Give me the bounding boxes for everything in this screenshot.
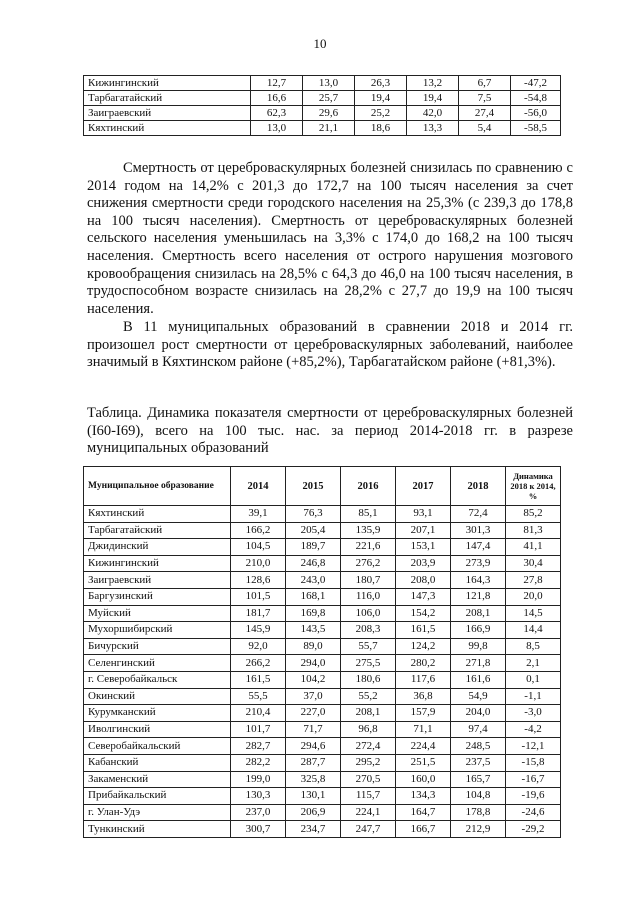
main-table-row bbox=[84, 655, 561, 672]
main-table-cell-value: 207,1 bbox=[396, 522, 451, 539]
main-table-row bbox=[84, 804, 561, 821]
main-table-cell-name: Баргузинский bbox=[84, 588, 231, 605]
main-table-cell-name: Муйский bbox=[84, 605, 231, 622]
main-table-cell-value: 271,8 bbox=[451, 655, 506, 672]
top-table-cell-value: 13,0 bbox=[303, 76, 355, 91]
top-table-cell-value: 13,2 bbox=[407, 76, 459, 91]
paragraph-1 bbox=[87, 160, 573, 318]
main-table-cell-value: 147,3 bbox=[396, 588, 451, 605]
top-table-cell-value: 5,4 bbox=[459, 121, 511, 136]
main-table-cell-value: 224,4 bbox=[396, 738, 451, 755]
main-table-cell-value: 104,8 bbox=[451, 788, 506, 805]
main-table-cell-value: 295,2 bbox=[341, 754, 396, 771]
main-table-cell-value: 208,3 bbox=[341, 622, 396, 639]
header-2015: 2015 bbox=[286, 467, 341, 506]
main-table-cell-value: 104,5 bbox=[231, 539, 286, 556]
main-table-cell-value: 8,5 bbox=[506, 638, 561, 655]
main-table-cell-value: 157,9 bbox=[396, 705, 451, 722]
main-table-cell-value: 117,6 bbox=[396, 671, 451, 688]
main-table-cell-value: 165,7 bbox=[451, 771, 506, 788]
main-table-row bbox=[84, 622, 561, 639]
top-table-cell-name: Кижингинский bbox=[84, 76, 251, 91]
main-table-cell-value: 85,2 bbox=[506, 506, 561, 523]
main-table-cell-value: 0,1 bbox=[506, 671, 561, 688]
main-table-cell-value: 147,4 bbox=[451, 539, 506, 556]
main-table-body bbox=[84, 506, 561, 838]
main-table-cell-value: 251,5 bbox=[396, 754, 451, 771]
top-table-cell-value: 12,7 bbox=[251, 76, 303, 91]
top-table-row bbox=[84, 121, 561, 136]
main-table-row bbox=[84, 555, 561, 572]
top-table-cell-value: 19,4 bbox=[355, 91, 407, 106]
top-table-cell-value: 21,1 bbox=[303, 121, 355, 136]
main-table-cell-value: 169,8 bbox=[286, 605, 341, 622]
header-dynamics: Динамика 2018 к 2014, % bbox=[506, 467, 561, 506]
main-table-cell-value: 124,2 bbox=[396, 638, 451, 655]
paragraph-2 bbox=[87, 319, 573, 372]
main-table-row bbox=[84, 539, 561, 556]
main-table bbox=[83, 466, 561, 838]
main-table-cell-name: Прибайкальский bbox=[84, 788, 231, 805]
main-table-cell-value: 134,3 bbox=[396, 788, 451, 805]
main-table-cell-value: 85,1 bbox=[341, 506, 396, 523]
main-table-cell-value: 234,7 bbox=[286, 821, 341, 838]
top-table-cell-value: -54,8 bbox=[511, 91, 561, 106]
main-table-cell-value: 115,7 bbox=[341, 788, 396, 805]
main-table-cell-value: 325,8 bbox=[286, 771, 341, 788]
main-table-cell-value: 145,9 bbox=[231, 622, 286, 639]
main-table-cell-value: 41,1 bbox=[506, 539, 561, 556]
main-table-cell-value: 72,4 bbox=[451, 506, 506, 523]
top-table-cell-value: -56,0 bbox=[511, 106, 561, 121]
main-table-cell-name: Заиграевский bbox=[84, 572, 231, 589]
main-table-cell-name: г. Улан-Удэ bbox=[84, 804, 231, 821]
main-table-cell-name: Бичурский bbox=[84, 638, 231, 655]
main-table-cell-value: 205,4 bbox=[286, 522, 341, 539]
main-table-row bbox=[84, 754, 561, 771]
top-table-cell-name: Тарбагатайский bbox=[84, 91, 251, 106]
top-table-cell-value: 25,2 bbox=[355, 106, 407, 121]
main-table-cell-value: -19,6 bbox=[506, 788, 561, 805]
top-table-body bbox=[84, 76, 561, 136]
main-table-cell-value: -16,7 bbox=[506, 771, 561, 788]
header-municipality: Муниципальное образование bbox=[84, 467, 231, 506]
main-table-cell-value: 121,8 bbox=[451, 588, 506, 605]
top-table-cell-value: 7,5 bbox=[459, 91, 511, 106]
main-table-cell-value: 168,1 bbox=[286, 588, 341, 605]
main-table-cell-value: 204,0 bbox=[451, 705, 506, 722]
main-table-cell-value: 93,1 bbox=[396, 506, 451, 523]
main-table-cell-value: 30,4 bbox=[506, 555, 561, 572]
main-table-cell-value: 270,5 bbox=[341, 771, 396, 788]
main-table-cell-value: 143,5 bbox=[286, 622, 341, 639]
main-table-cell-value: 181,7 bbox=[231, 605, 286, 622]
main-table-row bbox=[84, 572, 561, 589]
main-table-cell-value: 178,8 bbox=[451, 804, 506, 821]
top-table-cell-value: 62,3 bbox=[251, 106, 303, 121]
header-2018: 2018 bbox=[451, 467, 506, 506]
main-table-cell-value: 266,2 bbox=[231, 655, 286, 672]
main-table-cell-value: 55,2 bbox=[341, 688, 396, 705]
main-table-cell-value: 55,7 bbox=[341, 638, 396, 655]
main-table-cell-name: Джидинский bbox=[84, 539, 231, 556]
main-table-cell-value: 203,9 bbox=[396, 555, 451, 572]
main-table-cell-value: 280,2 bbox=[396, 655, 451, 672]
top-table-cell-value: 29,6 bbox=[303, 106, 355, 121]
main-table-cell-value: 247,7 bbox=[341, 821, 396, 838]
main-table-row bbox=[84, 705, 561, 722]
main-table-cell-value: 20,0 bbox=[506, 588, 561, 605]
main-table-cell-value: 221,6 bbox=[341, 539, 396, 556]
main-table-cell-value: 275,5 bbox=[341, 655, 396, 672]
main-table-row bbox=[84, 738, 561, 755]
main-table-header-row bbox=[84, 467, 561, 506]
top-table-cell-value: 26,3 bbox=[355, 76, 407, 91]
main-table-cell-name: г. Северобайкальск bbox=[84, 671, 231, 688]
main-table-cell-value: 246,8 bbox=[286, 555, 341, 572]
main-table-cell-value: 227,0 bbox=[286, 705, 341, 722]
main-table-cell-value: 212,9 bbox=[451, 821, 506, 838]
main-table-row bbox=[84, 638, 561, 655]
main-table-cell-value: 294,6 bbox=[286, 738, 341, 755]
main-table-cell-value: 37,0 bbox=[286, 688, 341, 705]
main-table-cell-value: 301,3 bbox=[451, 522, 506, 539]
header-2014: 2014 bbox=[231, 467, 286, 506]
main-table-cell-value: 128,6 bbox=[231, 572, 286, 589]
main-table-cell-value: -24,6 bbox=[506, 804, 561, 821]
main-table-cell-value: 206,9 bbox=[286, 804, 341, 821]
main-table-cell-value: 273,9 bbox=[451, 555, 506, 572]
main-table-cell-value: 71,7 bbox=[286, 721, 341, 738]
paragraph-2-text: В 11 муниципальных образований в сравнении 2018 и 2014 гг. произошел рост смертности от цереброваскулярных заболеваний, наиболее значимый в Кяхтинском районе (+85,2%), Тарбагатайском районе (+81,3%). bbox=[87, 319, 573, 371]
main-table-cell-name: Окинский bbox=[84, 688, 231, 705]
top-table-cell-value: 19,4 bbox=[407, 91, 459, 106]
main-table-cell-value: 300,7 bbox=[231, 821, 286, 838]
top-table-cell-value: -58,5 bbox=[511, 121, 561, 136]
main-table-cell-value: 36,8 bbox=[396, 688, 451, 705]
main-table-cell-value: 180,7 bbox=[341, 572, 396, 589]
main-table-cell-value: 210,0 bbox=[231, 555, 286, 572]
main-table-row bbox=[84, 671, 561, 688]
main-table-cell-value: 208,1 bbox=[451, 605, 506, 622]
main-table-cell-value: 154,2 bbox=[396, 605, 451, 622]
main-table-row bbox=[84, 588, 561, 605]
main-table-cell-value: 14,4 bbox=[506, 622, 561, 639]
main-table-cell-value: 161,5 bbox=[396, 622, 451, 639]
top-table-cell-value: 27,4 bbox=[459, 106, 511, 121]
main-table-cell-name: Тарбагатайский bbox=[84, 522, 231, 539]
main-table-cell-value: 237,5 bbox=[451, 754, 506, 771]
main-table-cell-name: Кяхтинский bbox=[84, 506, 231, 523]
main-table-cell-value: 161,5 bbox=[231, 671, 286, 688]
main-table-cell-value: -29,2 bbox=[506, 821, 561, 838]
main-table-cell-value: 189,7 bbox=[286, 539, 341, 556]
main-table-row bbox=[84, 506, 561, 523]
main-table-cell-value: 248,5 bbox=[451, 738, 506, 755]
main-table-cell-value: -15,8 bbox=[506, 754, 561, 771]
main-table-cell-name: Курумканский bbox=[84, 705, 231, 722]
main-table-cell-name: Кабанский bbox=[84, 754, 231, 771]
main-table-row bbox=[84, 688, 561, 705]
main-table-row bbox=[84, 522, 561, 539]
main-table-cell-value: 14,5 bbox=[506, 605, 561, 622]
main-table-cell-value: 166,2 bbox=[231, 522, 286, 539]
main-table-row bbox=[84, 605, 561, 622]
top-table-cell-value: 6,7 bbox=[459, 76, 511, 91]
main-table-cell-value: 160,0 bbox=[396, 771, 451, 788]
main-table-cell-value: 101,7 bbox=[231, 721, 286, 738]
main-table-cell-value: 2,1 bbox=[506, 655, 561, 672]
main-table-cell-value: 208,1 bbox=[341, 705, 396, 722]
main-table-cell-value: 97,4 bbox=[451, 721, 506, 738]
main-table-cell-value: 27,8 bbox=[506, 572, 561, 589]
main-table-cell-value: 282,7 bbox=[231, 738, 286, 755]
header-2017: 2017 bbox=[396, 467, 451, 506]
main-table-cell-value: 96,8 bbox=[341, 721, 396, 738]
top-table-row bbox=[84, 76, 561, 91]
main-table-row bbox=[84, 721, 561, 738]
page-number: 10 bbox=[313, 36, 327, 51]
main-table-cell-name: Закаменский bbox=[84, 771, 231, 788]
top-table-cell-value: -47,2 bbox=[511, 76, 561, 91]
top-table-cell-value: 25,7 bbox=[303, 91, 355, 106]
top-table-row bbox=[84, 91, 561, 106]
table-caption: Таблица. Динамика показателя смертности от цереброваскулярных болезней (I60-I69), всего на 100 тыс. нас. за период 2014-2018 гг. в разрезе муниципальных образований bbox=[87, 405, 573, 457]
main-table-cell-value: 276,2 bbox=[341, 555, 396, 572]
main-table-cell-value: 224,1 bbox=[341, 804, 396, 821]
main-table-cell-value: 164,7 bbox=[396, 804, 451, 821]
main-table-cell-value: 272,4 bbox=[341, 738, 396, 755]
main-table-cell-value: 39,1 bbox=[231, 506, 286, 523]
main-table-cell-value: 81,3 bbox=[506, 522, 561, 539]
main-table-cell-value: -4,2 bbox=[506, 721, 561, 738]
main-table-cell-value: 101,5 bbox=[231, 588, 286, 605]
top-table-cell-name: Заиграевский bbox=[84, 106, 251, 121]
main-table-cell-name: Северобайкальский bbox=[84, 738, 231, 755]
main-table-cell-value: -12,1 bbox=[506, 738, 561, 755]
main-table-cell-value: 104,2 bbox=[286, 671, 341, 688]
main-table-cell-value: 180,6 bbox=[341, 671, 396, 688]
main-table-cell-value: 199,0 bbox=[231, 771, 286, 788]
main-table-cell-value: 135,9 bbox=[341, 522, 396, 539]
top-table-cell-value: 13,0 bbox=[251, 121, 303, 136]
main-table-cell-value: 164,3 bbox=[451, 572, 506, 589]
main-table-cell-value: 166,7 bbox=[396, 821, 451, 838]
top-table-cell-value: 16,6 bbox=[251, 91, 303, 106]
top-table-row bbox=[84, 106, 561, 121]
main-table-cell-value: 76,3 bbox=[286, 506, 341, 523]
main-table-cell-value: 130,1 bbox=[286, 788, 341, 805]
top-table-cell-name: Кяхтинский bbox=[84, 121, 251, 136]
top-table bbox=[83, 75, 561, 136]
main-table-row bbox=[84, 788, 561, 805]
main-table-cell-value: 116,0 bbox=[341, 588, 396, 605]
main-table-cell-value: 282,2 bbox=[231, 754, 286, 771]
paragraph-1-text: Смертность от цереброваскулярных болезней снизилась по сравнению с 2014 годом на 14,2% с 201,3 до 172,7 на 100 тысяч населения за счет снижения смертности среди городского населения на 25,3% (с 239,3 до 178,8 на 100 тысяч населения). Смертность от цереброваскулярных болезней сельского населения уменьшилась на 3,3% с 174,0 до 168,2 на 100 тысяч населения. Смертность всего населения от острого нарушения мозгового кровообращения снизилась на 28,5% с 64,3 до 46,0 на 100 тысяч населения, в трудоспособном возрасте снизилась на 28,2% с 27,7 до 19,9 на 100 тысяч населения. bbox=[87, 160, 573, 317]
main-table-cell-value: 294,0 bbox=[286, 655, 341, 672]
main-table-cell-value: 55,5 bbox=[231, 688, 286, 705]
main-table-cell-value: 130,3 bbox=[231, 788, 286, 805]
main-table-cell-value: 287,7 bbox=[286, 754, 341, 771]
main-table-cell-value: 54,9 bbox=[451, 688, 506, 705]
main-table-cell-value: 89,0 bbox=[286, 638, 341, 655]
main-table-cell-value: 237,0 bbox=[231, 804, 286, 821]
main-table-cell-value: 243,0 bbox=[286, 572, 341, 589]
main-table-cell-value: -1,1 bbox=[506, 688, 561, 705]
main-table-cell-name: Иволгинский bbox=[84, 721, 231, 738]
main-table-cell-name: Тункинский bbox=[84, 821, 231, 838]
top-table-cell-value: 42,0 bbox=[407, 106, 459, 121]
top-table-cell-value: 18,6 bbox=[355, 121, 407, 136]
main-table-cell-value: 208,0 bbox=[396, 572, 451, 589]
main-table-cell-value: 71,1 bbox=[396, 721, 451, 738]
main-table-cell-value: 210,4 bbox=[231, 705, 286, 722]
main-table-row bbox=[84, 821, 561, 838]
main-table-cell-value: 153,1 bbox=[396, 539, 451, 556]
main-table-cell-value: 99,8 bbox=[451, 638, 506, 655]
top-table-cell-value: 13,3 bbox=[407, 121, 459, 136]
main-table-cell-value: 161,6 bbox=[451, 671, 506, 688]
main-table-cell-name: Кижингинский bbox=[84, 555, 231, 572]
main-table-cell-value: -3,0 bbox=[506, 705, 561, 722]
main-table-cell-value: 106,0 bbox=[341, 605, 396, 622]
header-2016: 2016 bbox=[341, 467, 396, 506]
main-table-cell-name: Селенгинский bbox=[84, 655, 231, 672]
main-table-cell-value: 92,0 bbox=[231, 638, 286, 655]
main-table-cell-value: 166,9 bbox=[451, 622, 506, 639]
main-table-cell-name: Мухоршибирский bbox=[84, 622, 231, 639]
main-table-row bbox=[84, 771, 561, 788]
